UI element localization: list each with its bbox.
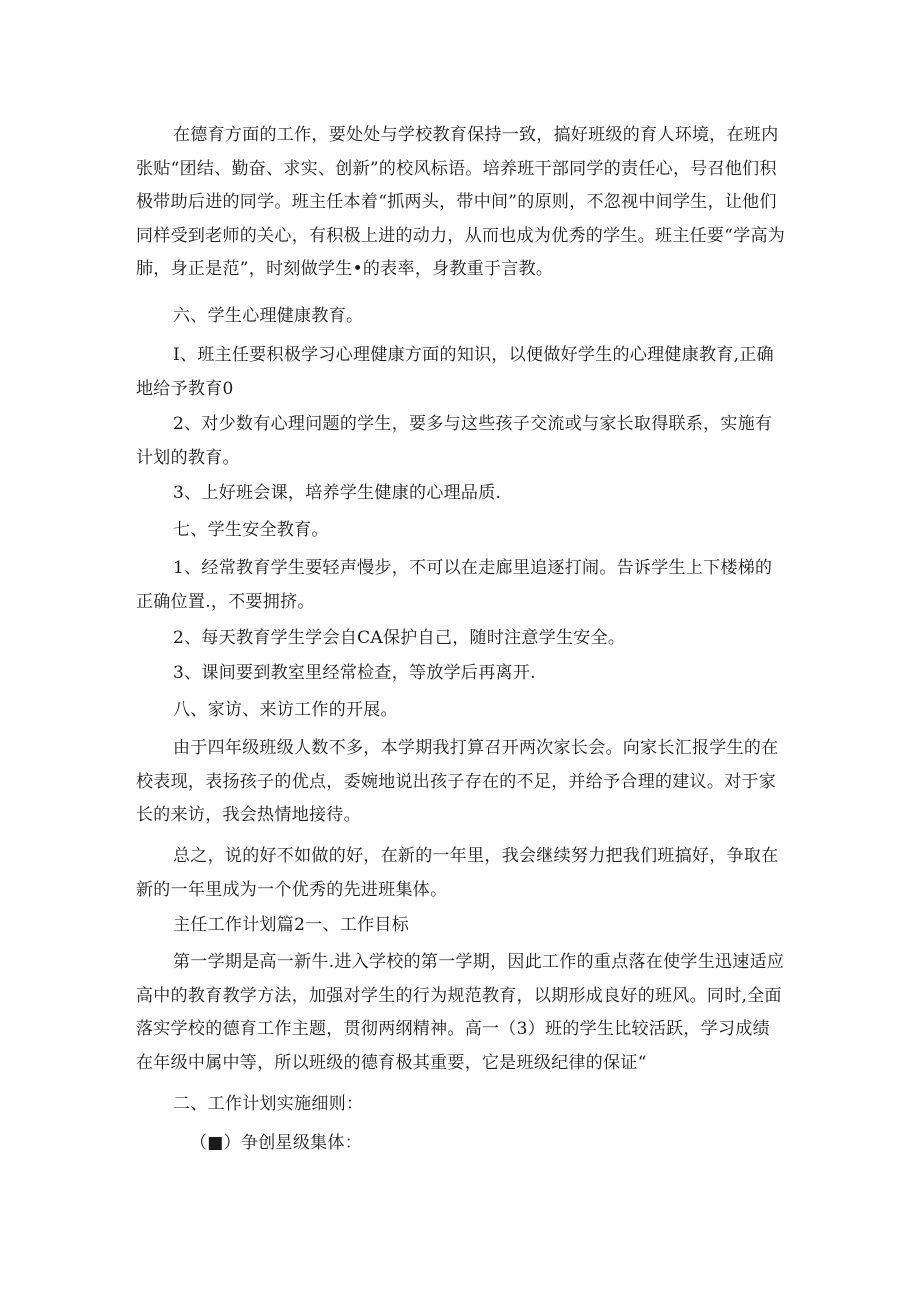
paragraph-mental-health-1: I、班主任要积极学习心理健康方面的知识，以便做好学生的心理健康教育,正确地给予教育0: [136, 345, 774, 399]
paragraph-safety-1: 1、经常教育学生要轻声慢步，不可以在走廊里追逐打闹。告诉学生上下楼梯的正确位置.，不要拥挤。: [136, 558, 773, 612]
paragraph-first-semester: 第一学期是高一新牛.进入学校的第一学期，因此工作的重点落在使学生迅速适应高中的教育教学方法，加强对学生的行为规范教育，以期形成良好的班风。同时,全面落实学校的德育工作主题，贯彻两纲精神。高一（3）班的学生比较活跃，学习成绩在年级中属中等，所以班级的德育极其重要，它是班级纪律的保证“: [136, 952, 785, 1073]
paragraph-moral-education: 在德育方面的工作，要处处与学校教育保持一致，搞好班级的育人环境，在班内张贴“团结、勤奋、求实、创新”的校风标语。培养班干部同学的责任心，号召他们积极带助后进的同学。班主任本着“抓两头，带中间”的原则，不忽视中间学生，让他们同样受到老师的关心，有积极上进的动力，从而也成为优秀的学生。班主任要“学高为肺，身正是范”，时刻做学生•的表率，身教重于言教。: [136, 125, 786, 279]
paragraph-conclusion: 总之，说的好不如做的好，在新的一年里，我会继续努力把我们班搞好，争取在新的一年里成为一个优秀的先进班集体。: [136, 846, 779, 900]
paragraph-home-visits: 由于四年级班级人数不多，本学期我打算召开两次家长会。向家长汇报学生的在校表现，表扬孩子的优点，委婉地说出孩子存在的不足，并给予合理的建议。对于家长的来访，我会热情地接待。: [136, 738, 779, 825]
heading-safety-education: 七、学生安全教育。: [173, 520, 329, 540]
heading-star-collective: （■）争创星级集体：: [190, 1133, 363, 1153]
paragraph-safety-3: 3、课间要到教室里经常检查，等放学后再离开.: [173, 663, 536, 683]
heading-plan-2-goals: 主任工作计划篇2一、工作目标: [173, 915, 410, 935]
paragraph-safety-2: 2、每天教育学生学会自CA保护自己，随时注意学生安全。: [173, 628, 626, 648]
heading-home-visits: 八、家访、来访工作的开展。: [173, 700, 398, 720]
heading-mental-health: 六、学生心理健康教育。: [173, 306, 364, 326]
paragraph-mental-health-3: 3、上好班会课，培养学生健康的心理品质.: [173, 483, 502, 503]
paragraph-mental-health-2: 2、对少数有心理问题的学生，要多与这些孩子交流或与家长取得联系，实施有计划的教育。: [136, 414, 773, 468]
heading-implementation-rules: 二、工作计划实施细则：: [173, 1094, 364, 1114]
